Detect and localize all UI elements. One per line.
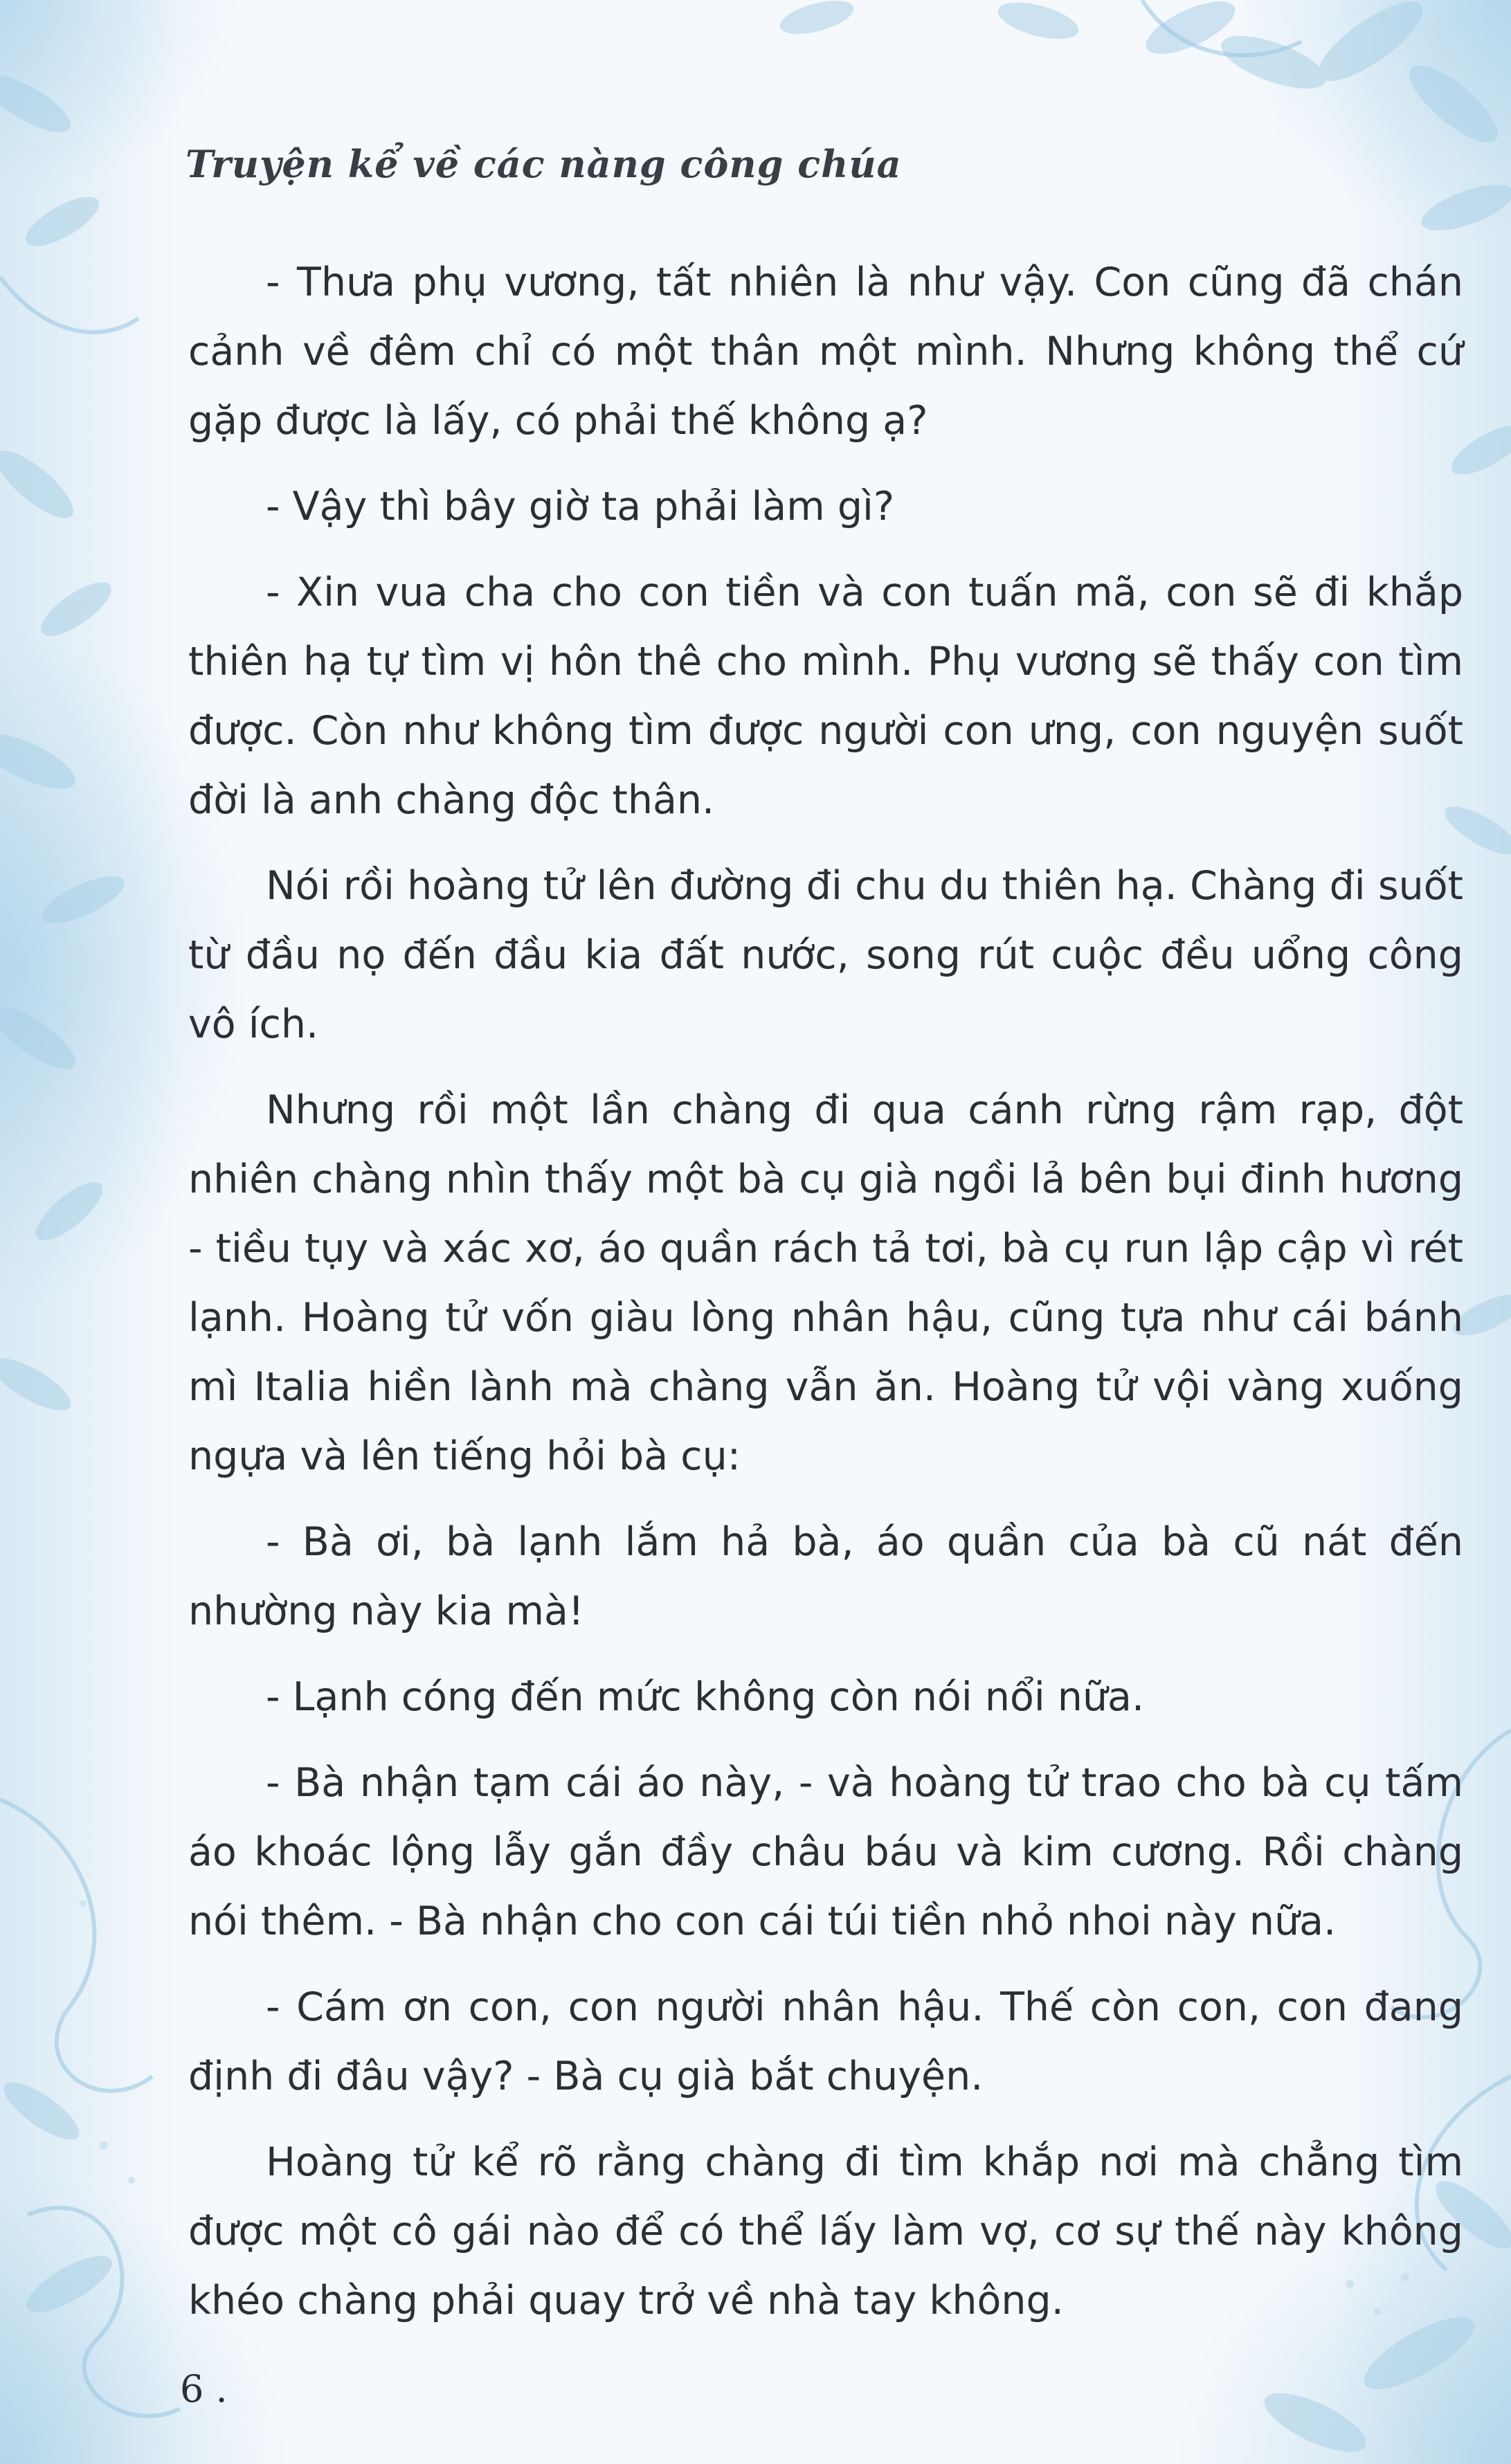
paragraph: - Vậy thì bây giờ ta phải làm gì? — [266, 484, 895, 529]
running-header-title: Truyện kể về các nàng công chúa — [186, 142, 902, 186]
paragraph: - Lạnh cóng đến mức không còn nói nổi nữa. — [266, 1674, 1145, 1720]
paragraph: Hoàng tử kể rõ rằng chàng đi tìm khắp nơi mà chẳng tìm được một cô gái nào để có thể lấy làm vợ, cơ sự thế này không khéo chàng phải quay trở về nhà tay không. — [188, 2139, 1463, 2323]
story-text-body — [188, 248, 1463, 2352]
paragraph: - Thưa phụ vương, tất nhiên là như vậy. Con cũng đã chán cảnh về đêm chỉ có một thân một mình. Nhưng không thể cứ gặp được là lấy, có phải thế không ạ? — [188, 260, 1463, 444]
paragraph: - Bà ơi, bà lạnh lắm hả bà, áo quần của bà cũ nát đến nhường này kia mà! — [188, 1519, 1463, 1634]
paragraph: - Xin vua cha cho con tiền và con tuấn mã, con sẽ đi khắp thiên hạ tự tìm vị hôn thê cho mình. Phụ vương sẽ thấy con tìm được. Còn như không tìm được người con ưng, con nguyện suốt đời là anh chàng độc thân. — [188, 570, 1463, 823]
paragraph: Nhưng rồi một lần chàng đi qua cánh rừng rậm rạp, đột nhiên chàng nhìn thấy một bà cụ già ngồi lả bên bụi đinh hương - tiều tụy và xác xơ, áo quần rách tả tơi, bà cụ run lập cập vì rét lạnh. Hoàng tử vốn giàu lòng nhân hậu, cũng tựa như cái bánh mì Italia hiền lành mà chàng vẫn ăn. Hoàng tử vội vàng xuống ngựa và lên tiếng hỏi bà cụ: — [188, 1087, 1463, 1479]
paragraph: Nói rồi hoàng tử lên đường đi chu du thiên hạ. Chàng đi suốt từ đầu nọ đến đầu kia đất nước, song rút cuộc đều uổng công vô ích. — [188, 863, 1463, 1047]
paragraph: - Cám ơn con, con người nhân hậu. Thế còn con, con đang định đi đâu vậy? - Bà cụ già bắt chuyện. — [188, 1984, 1463, 2099]
paragraph: - Bà nhận tạm cái áo này, - và hoàng tử trao cho bà cụ tấm áo khoác lộng lẫy gắn đầy châu báu và kim cương. Rồi chàng nói thêm. - Bà nhận cho con cái túi tiền nhỏ nhoi này nữa. — [188, 1760, 1463, 1944]
page-number: 6 . — [180, 2367, 228, 2411]
